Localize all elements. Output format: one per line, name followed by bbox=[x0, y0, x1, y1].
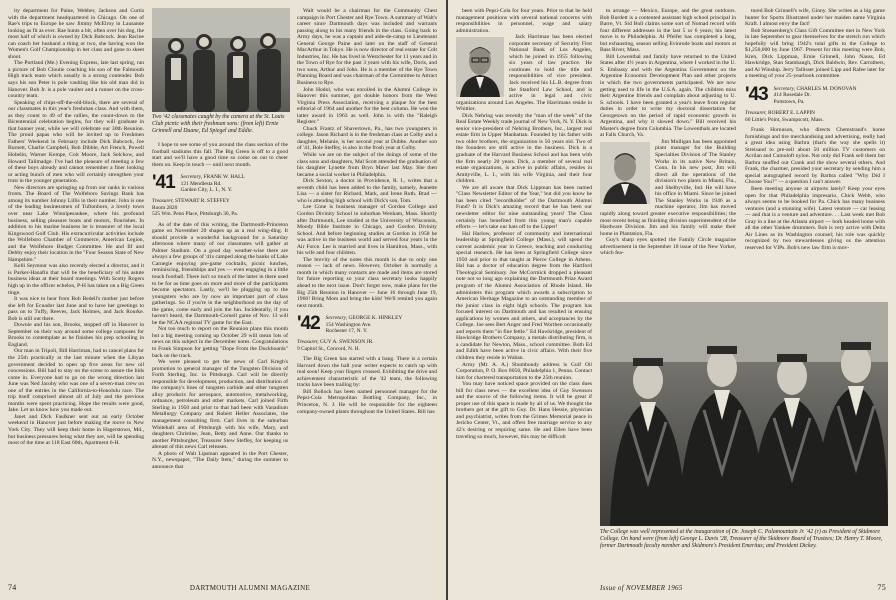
paragraph: tured Bob Grinnell's wife, Ginny. She writes as a big game hunter for Sports Illustrated under her maiden name Virginia Kraft. I almost envy the fact! bbox=[745, 8, 885, 28]
secretary-name: FRANK W. HALL bbox=[203, 174, 245, 181]
treasurer-name: GUY A. SWENSON JR. bbox=[319, 339, 374, 346]
paragraph: Not too much to report on the Reunion plans this month but a big meeting coming up October 29 will mean lots of news on this subject in the December notes. Congratulations to Frank Simpson for getting "Dope From the Duckboards" back on the track. bbox=[152, 326, 288, 359]
address-line: 9 Capitol St., Concord, N. H. bbox=[297, 345, 360, 352]
paragraph: Bill Bollock has been named personnel manager for the Pepsi-Cola Metropolitan Bottling Company, Inc., in Princeton, N. J. He will be responsible for the eighteen company-owned plants throughout the United States. Bill has bbox=[297, 388, 437, 415]
paragraph: Kelli Seymour was also recently elected a director, and it is Parker-Hanafin that will be the beneficiary of his astute business ideas at their board meetings. With Scotty Rogers high up in the officer echelon, P-H has taken on a Big Green tinge. bbox=[8, 263, 144, 296]
paragraph: The Big Green has started with a bang. There is a certain Harvard down the hall your writer expects to catch up with real soon! Keep your fingers crossed. Exhibiting the drive and achievement characteristic of the '42 team, the following tracks have been trailing by: bbox=[297, 356, 437, 389]
secretary-label: Secretary, bbox=[325, 315, 348, 322]
paragraph: Our man in Tripoli, Bill Harriman, had to cancel plans for the 25th practically at the last minute when the Libyan government decided to open up five areas for new oil concessions. Bill had to stay on the scene to assure the bids come in. Everyone had to go on the wrong direction last June was Ned Jacoby who was one of a seven-man crew on one of the entries in the California-to-Honolulu race. The trip itself comprised almost all of July and the previous months were spent practicing. Hope the results were good, Jake. Let us know how you made out. bbox=[8, 348, 144, 414]
secretary-label: Secretary, bbox=[773, 86, 796, 93]
picnic-photo bbox=[152, 8, 290, 112]
page-number: 75 bbox=[877, 583, 886, 592]
class-officers bbox=[181, 174, 245, 193]
paragraph: Frank Hornuson, who directs Chemstrand's home furnishings and tire merchandising and advertising, really had a great idea using Barbra (that's the way she spells it) Streisand to pre-sell about 50 million TV customers on Acrilan and Cumuloft nylon. Not only did Frank sell them but Barbra snuffed out Crank and the show several others. And Frank, the charmer, presided your secretary by sending him a special autographed record by Barbra called "Why Did I Choose You?" — a question I can't answer. bbox=[745, 127, 885, 186]
paragraph: The brevity of the notes this month is due to only one reason — lack of news. However, October is normally a month in which many contacts are made and items are stored for future reporting so your class secretary looks happily ahead to the next issue. Don't forget now, make plans for the Big 25th Reunion in Hanover — June 16 through June 19, 1966! Bring Mom and bring the kids! We'll remind you again next month. bbox=[297, 256, 437, 309]
paragraph: While we are on the subject of the doings of some of the class sons and daughters, Mal Scott attended the graduation of his daughter Lynette from Bryn Mawr last May. She then became a social worker in Philadelphia. bbox=[297, 152, 437, 178]
class-officers bbox=[774, 86, 857, 105]
paragraph: Speaking of chips-off-the-old-block, there are several of our classmates in this year's freshman class. And with them, as they count to 49 of the rallies, the count-down to the Bicentennial celebration begins, for they will graduate in that banner year, while we will celebrate our 30th Reunion. The proud papas who will be invited up to Freshmen Fathers' Weekend in February include Dick Babcock, Joe Burnett, Charlie Campbell, Bob Dibble, Art French, Powell Hobelin, Warner Kempe, Coit Moore, Jack Selchow, and Howard Talimadge. I've had the pleasure of meeting a few of these boys already and cannot remember a finer looking or acting bunch of men who will certainly strengthen your trust in the younger generation. bbox=[8, 99, 144, 185]
harriman-portrait bbox=[456, 37, 504, 97]
paragraph: Janet and Dick Faulkner sent out an early October weekend in Hanover just before making the move to New York City. They will keep their home in Hagerstown, Md., but business pressures being what they are, will be spending most of the time at 118 East 60th, Apartment 6-H. bbox=[8, 413, 144, 447]
paragraph: Guy's sharp eyes spotted the Family Circle magazine advertisement in the September 18 issue of the New Yorker, which fea- bbox=[600, 237, 736, 257]
paragraph: been with Pepsi-Cola for four years. Prior to that he held management positions with several national concerns with responsibilities in personnel, wage and salary administration. bbox=[456, 8, 592, 34]
class-year: '41 bbox=[152, 172, 175, 194]
paragraph: Walt would be a chairman for the Community Chest campaign in Port Chester and Rye Town. A summary of Walt's career since Dartmouth days was included and warrants passing along to his many friends in the class. Going back to Army days, he was a captain and aide-de-camp to Lieutenant General George Paine and later on the staff of General MacArthur in Tokyo. He is now director of real estate for Colt Industries, Inc. He has lived in Westchester for 11 years and in the Town of Rye for the past 3 years with his wife, Doris, and two sons, Arthur and John. He is a member of the Rye Town Planning Board and was chairman of the Committee to Attract Business to Rye. bbox=[297, 8, 437, 87]
paragraph: We are all aware that Dick Lippman has been named "Class Newsletter Editor of the Year," but did you know he has been cited "recordholder" of the Dartmouth Alumni Fund? It is Dick's amazing record that he has been our newsletter editor for nine outstanding years! The Class certainly has benefited from this young man's capable efforts — let's take our hats off to the Lipper! bbox=[456, 184, 592, 231]
inauguration-photo bbox=[600, 302, 888, 526]
right-column-2 bbox=[600, 8, 736, 296]
paragraph: Downie and his son, Brooks, stopped off in Hanover in September on their way around some college campuses for Brooks to contemplate as he finishes his prep schooling in England. bbox=[8, 322, 144, 348]
treasurer-label: Treasurer, bbox=[745, 110, 767, 117]
address-line: 154 Washington Ave. bbox=[325, 321, 372, 328]
treasurer-label: Treasurer, bbox=[152, 198, 174, 205]
address-line: 60 Little's Point, Swampscott, Mass. bbox=[745, 116, 824, 123]
right-page bbox=[448, 0, 896, 600]
class-43-heading bbox=[745, 86, 885, 105]
left-column-3 bbox=[297, 8, 437, 560]
paragraph: Chuck Frantz of Shavertown, Pa., has two youngsters in college. Jason Richard is in the freshman class at Colby and a daughter, Melanie, is her second year at Dubbe. Another son of '41, Bole Steffey, is also in the frosh year at Colby. bbox=[297, 125, 437, 152]
left-page bbox=[0, 0, 446, 600]
paragraph: Jim Mulligan has been appointed plant manager for the Building Specialties Division of The Stanley Works in its native New Britain, Conn. In his new post, Jim will direct all the operations of the division's two plants in Miami, Fla., and Shelbyville, Ind. He will have his office in Miami. Since he joined The Stanley Works in 1946 as a machine operator, Jim has moved rapidly along toward greater executive responsibilities; the most recent being as finishing division superintendent of the Hardware Division. Jim and his family will make their home in Plantation, Fla. bbox=[600, 138, 736, 237]
paragraph: Dick Sexton, a doctor in Providence, R. I., writes that a seventh child has been added to the family, namely, Jeanette Lisa — a sister for Richard, Mark, and Irene Ruth. Brad — who is attending high school with Dick's son, Tom. bbox=[297, 178, 437, 204]
address-line: Pottstown, Pa. bbox=[773, 98, 805, 105]
address-line: Room 2820 bbox=[152, 204, 178, 211]
left-column-2 bbox=[152, 142, 288, 560]
paragraph: Bob Stoeaenberg's Class Gift Committee met in New York in late September to gear themselves for the stretch run which hopefully will bring 1942's total gifts to the College to $1,250,000 by June 1967. Present for this meeting were Bob, Kren, Dick Lippman, Ernie Grinnell, John Nauss, Ed Hawkridge, Stan Stambaugh, Dick Baldwin, Rev. Carruthers, and Al Winship. Jerry Tallisser joined Lipp and Rafee later for a meeting of your 25-yearbook committee. bbox=[745, 27, 885, 80]
left-column-1 bbox=[8, 8, 144, 560]
paragraph: Army (Mr. A. A.) Shumboudy address is Gulf Oil Corporation, P. O. Box 8056, Philadelphia 1, Penna. Contact him for chartered transportation to the 25th reunion. bbox=[456, 361, 592, 381]
class-year: '42 bbox=[297, 313, 320, 335]
paragraph: The Portland (Me.) Evening Express, late last spring, ran a picture of Bob Cloutie coaching his son of the Falmouth High track team which usually is a strong contender. Bob says his son Peter is pole vaulting like his old man did in Hanover. Bob Jr. is a pole vaulter and a runner on the cross-country team. bbox=[8, 60, 144, 100]
class-42-heading bbox=[297, 315, 437, 334]
class-year: '43 bbox=[745, 84, 768, 106]
paragraph: ity department for Paine, Webber, Jackson and Curtis with the department headquartered in Chicago. On one of Rae's trips to Europe he saw Jimmy McElroy in Lausanne looking as fit as ever. Rae hunts a bit, often over his dog, the most half of which is owned by Dick Babcock. Jean Racine can coach her husband a thing or two, she having won the Women's Golf Championship in her class and gone to skeet shoot. bbox=[8, 8, 144, 60]
address-line: 414 Rosedale Dr. bbox=[773, 92, 811, 99]
address-line: Rochester 17, N. Y. bbox=[325, 327, 368, 334]
paragraph: Hal Harlow, professor of community and international leadership at Springfield College (Mass.), will spend the current academic year in Greece, teaching and conducting special research. He has been at Springfield College since 1950 and prior to that taught at Pierce College in Athens. Hal has a doctor of education degree from the Hartford Theological Seminary. Joe McCormick dropped a pleasant note not so long ago explaining the Dartmouth Prize Award program of the Alumni Association of Rhode Island. He administers this program which awards a subscription to American Heritage Magazine to an outstanding member of the junior class in eight high schools. The program has focused interest on Dartmouth and has resulted in ensuing applications by women and others, and acceptances by the College. Joe sees Bert Anger and Fred Worthen occasionally and reports them "in fine fettle." Ed Hawkridge, president of Hawkridge Brothers Company, a metals distributing firm, is a candidate for Newton, Mass., school committee. Both Ed and Edith have been active in civic affairs. With their five children they reside in Waban. bbox=[456, 230, 592, 361]
paragraph: It was nice to hear from Bob Bedell's mother just before she left for Ecuador last June and to have her greetings to pass on to Tuffy, Reeves, Jack Holmes, and Jack Rourke. Bob is still out there. bbox=[8, 296, 144, 322]
treasurer-block bbox=[745, 110, 885, 123]
treasurer-label: Treasurer, bbox=[297, 339, 319, 346]
paragraph: A photo of Walt Lipsman appeared in the Port Chester, N.Y., newspaper, "The Daily Item," during the summer to announce that bbox=[152, 450, 288, 470]
paragraph: As of the date of this writing, the Dartmouth-Princeton game on November 20 shapes up as a real wing-ding. It should provide a wonderful background for a Saturday afternoon where many of our classmates will gather at Palmer Stadium. On a good day weather-wise there are always a few groups of '41s camped along the banks of Lake Carnegie enjoying pre-game cocktails, picnic lunches, reminiscing, friendships and yes — even engaging in a little touch football. There isn't so much of the latter in there used to be for as time goes on more and more of the participants become spectators. Lastly, we'll be plugging up to the youngsters who are by now an important part of class gatherings. So if you're in the neighborhood on the day of the game, come early and join the fun. Incidentally, if you haven't heard, the Dartmouth-Cornell game of Nov. 13 will be the NCAA regional TV game for the East. bbox=[152, 221, 288, 326]
address-line: 121 Mendlesta Rd. bbox=[180, 180, 222, 187]
class-officers bbox=[326, 315, 403, 334]
secretary-name: GEORGE K. HINKLEY bbox=[348, 315, 403, 322]
class-41-heading bbox=[152, 174, 288, 193]
treasurer-name: STEWART R. STEFFEY bbox=[174, 198, 230, 205]
right-column-3 bbox=[745, 8, 885, 298]
address-line: Garden City, L. I., N. Y. bbox=[180, 187, 233, 193]
secretary-label: Secretary, bbox=[180, 174, 203, 181]
paragraph: We were pleased to get the news of Carl Kregh's promotion to general manager of the Tungsten Division of Forth Sterling, Inc. in Pittsburgh. Carl will be directly responsible for development, production, and distribution of the company's lines of tungsten carbide and other tungsten alloy products for aerospace, automotive, metalworking, ordnance, petroleum and other markets. Carl joined Firth Sterling in 1950 and prior to that had been with Vanadium Metallurgy Company and Robert Heller Associates, the management consulting firm. Carl lives in the suburban Whitehall area of Pittsburgh with his wife, Mary, and daughters Christine, Jean, Betty and Anne. Our thanks to another Pittsburgher, Treasurer Stew Steffey, for keeping us abreast of this news Carl releases. bbox=[152, 359, 288, 451]
paragraph: New directors are springing up from our ranks in various fronts. The Board of The Wolfeboro Savings Bank has among its number Johnny Lillis in their number. John is one of the leading businessmen of Tuftonboro, a lovely town over near Lake Winnipesaukee, where his profound business, selling pleasure boats and motors, flourishes. In addition to his marine business he is treasurer of the local Kingswood Golf Club. His extracurricular activities include the Wolfeboro Chamber of Commerce, American Legion, and the Wolfeboro Budget Committee. He and Ilf and Debby enjoy their location in the "Four Season State of New Hampshire." bbox=[8, 184, 144, 263]
mulligan-portrait bbox=[600, 142, 650, 204]
secretary-name: CHARLES M. DONOVAN bbox=[796, 86, 857, 93]
paragraph: Lee Cone is business manager of Gordon College and Gordon Divinity School in suburban Wenham, Mass. Shortly after Dartmouth, Lee studied at the University of Wisconsin, Moody Bible Institute in Chicago, and Gordon Divinity School. And before beginning studies at Gordon in 1958 he was active in the business world and served four years in the Air Force. Lee is married and lives in Hamilton, Mass., with his wife and four children. bbox=[297, 204, 437, 257]
paragraph: Been meeting anyone at airports lately? Keep your eyes open for that Philadelphia impresario, Chick Webb, who always seems to be booked for Pa. Chick has many business ventures (and a stunning wife). Latest venture — car leasing — and that is a venture and adventure. . . Last week met Bob Gray in a line at the Atlanta airport — both headed home with all the other Yankee drummers. Bob is very active with Delta Air Lines as its Washington counsel; his role was quickly recognized by two stewardesses giving us the attention reserved for VIPs. Bob's new law firm is mov- bbox=[745, 185, 885, 251]
paragraph: You may have noticed space provided on the class dues bill for class news — the excellent idea of Guy Swenson and the source of the following items. It will be great if proper use of this space is made by all of us. We thought the brothers get at the gift to Guy. Dr. Hans Hessie, physician and psychiatrist, writes from the Grimes Memorial peace in Jericho Center, Vt., and offers free marriage service to any 42's desiring or requiring same. He and Ellen have been traveling so much, however, this may be difficult bbox=[456, 381, 592, 440]
treasurer-block bbox=[152, 198, 288, 217]
paragraph: I hope to see some of you around the class section of the football stadiums this fall. The Big Green is off to a good start and we'll have a good time so come on out to cheer them on. Keep in touch — until next month. bbox=[152, 142, 288, 168]
picnic-photo-caption: Two '42 classmates caught by the camera at the St. Louis Club picnic with their freshman sons: (from left) Ernie Grinnell and Duane, Ed Spiegel and Eddie. bbox=[152, 114, 285, 134]
paragraph: Dick Nehring was recently the "man of the week" of the Real Estate Weekly trade journal of New York, N. Y. Dick is senior vice-president of Nehring Brothers, Inc., largest real estate firm in Upper Manhattan. Founded by his father with two older brothers, the organization is 50 years old. Two of the founders are still active in the business. Dick is a graduate of the Harvard Business School and has been with the firm nearly 20 years. Dick, a member of several real estate organizations, is active in public affairs, resides in Amityville, L. I., with his wife Virginia, and their four children. bbox=[456, 112, 592, 185]
issue-date: Issue of NOVEMBER 1965 bbox=[600, 584, 683, 592]
paragraph: John Hodol, who was enrolled in the Alumni College in Hanover this summer, got double honors from the West Virginia Press Association, receiving a plaque for the best editorial of 1964 and another for the best column. He won the latter award in 1963 as well. John is with the "Raleigh Register." bbox=[297, 86, 437, 126]
address-line: 525 Wm. Penn Place, Pittsburgh 30, Pa. bbox=[152, 211, 239, 218]
treasurer-block bbox=[297, 339, 437, 352]
paragraph: Jack Harriman has been elected corporate secretary of Security First National Bank of Los Angeles, which he joined in 1955 following six years of law practice. He continues to hold the title and responsibilities of vice president. Jack received his LL.B. degree from the Stanford Law School, and is active in legal and civic organizations around Los Angeles. The Harrimans reside in Whittier. bbox=[456, 34, 592, 113]
page-number: 74 bbox=[8, 583, 17, 592]
treasurer-name: ROBERT E. LAPPIN bbox=[767, 110, 816, 117]
inauguration-photo-caption: The College was well represented at the inauguration of Dr. Joseph C. Palamountain Jr. '42 (r) as President of Skidmore College. On hand were (from left) George L. Davis '28, Treasurer of the Skidmore Board of Trustees; Dr. Henry T. Moore, former Dartmouth faculty member and Skidmore's President Emeritus; and President Dickey. bbox=[600, 529, 883, 549]
right-column-1 bbox=[456, 8, 592, 560]
paragraph: Bill Lowenthal and family have returned to the United States after 4½ years in Argentina, where I worked in the U. S. Embassy and with the Argentina Government on the Argentine Economic Development Plan and other projects in which the two governments participated. We are now getting used to life in the U.S.A. again. The children miss their Argentine friends and complain about adjusting to U. S. schools. I have been granted a year's leave from regular duties in order to write my doctoral dissertation for Georgetown on the period of rapid economic growth in Argentina, and why it slowed down." Bill received his Master's degree from Columbia. The Lowenthals are located at Falls Church, Va. bbox=[600, 53, 736, 139]
paragraph: to arrange — Mexico, Europe, and the great outdoors. Bob Burdett is a contented assistant high school principal in Barre, Vt. Sid Bull claims some sort of Nomad record with four different addresses in the last 5 or 6 years; his latest move is to Philadelphia. Al Pfeifer has completed a long, but exhausting, season selling Evinrude boats and motors at Bass River, Mass. bbox=[600, 8, 736, 54]
magazine-title: DARTMOUTH ALUMNI MAGAZINE bbox=[189, 584, 311, 592]
